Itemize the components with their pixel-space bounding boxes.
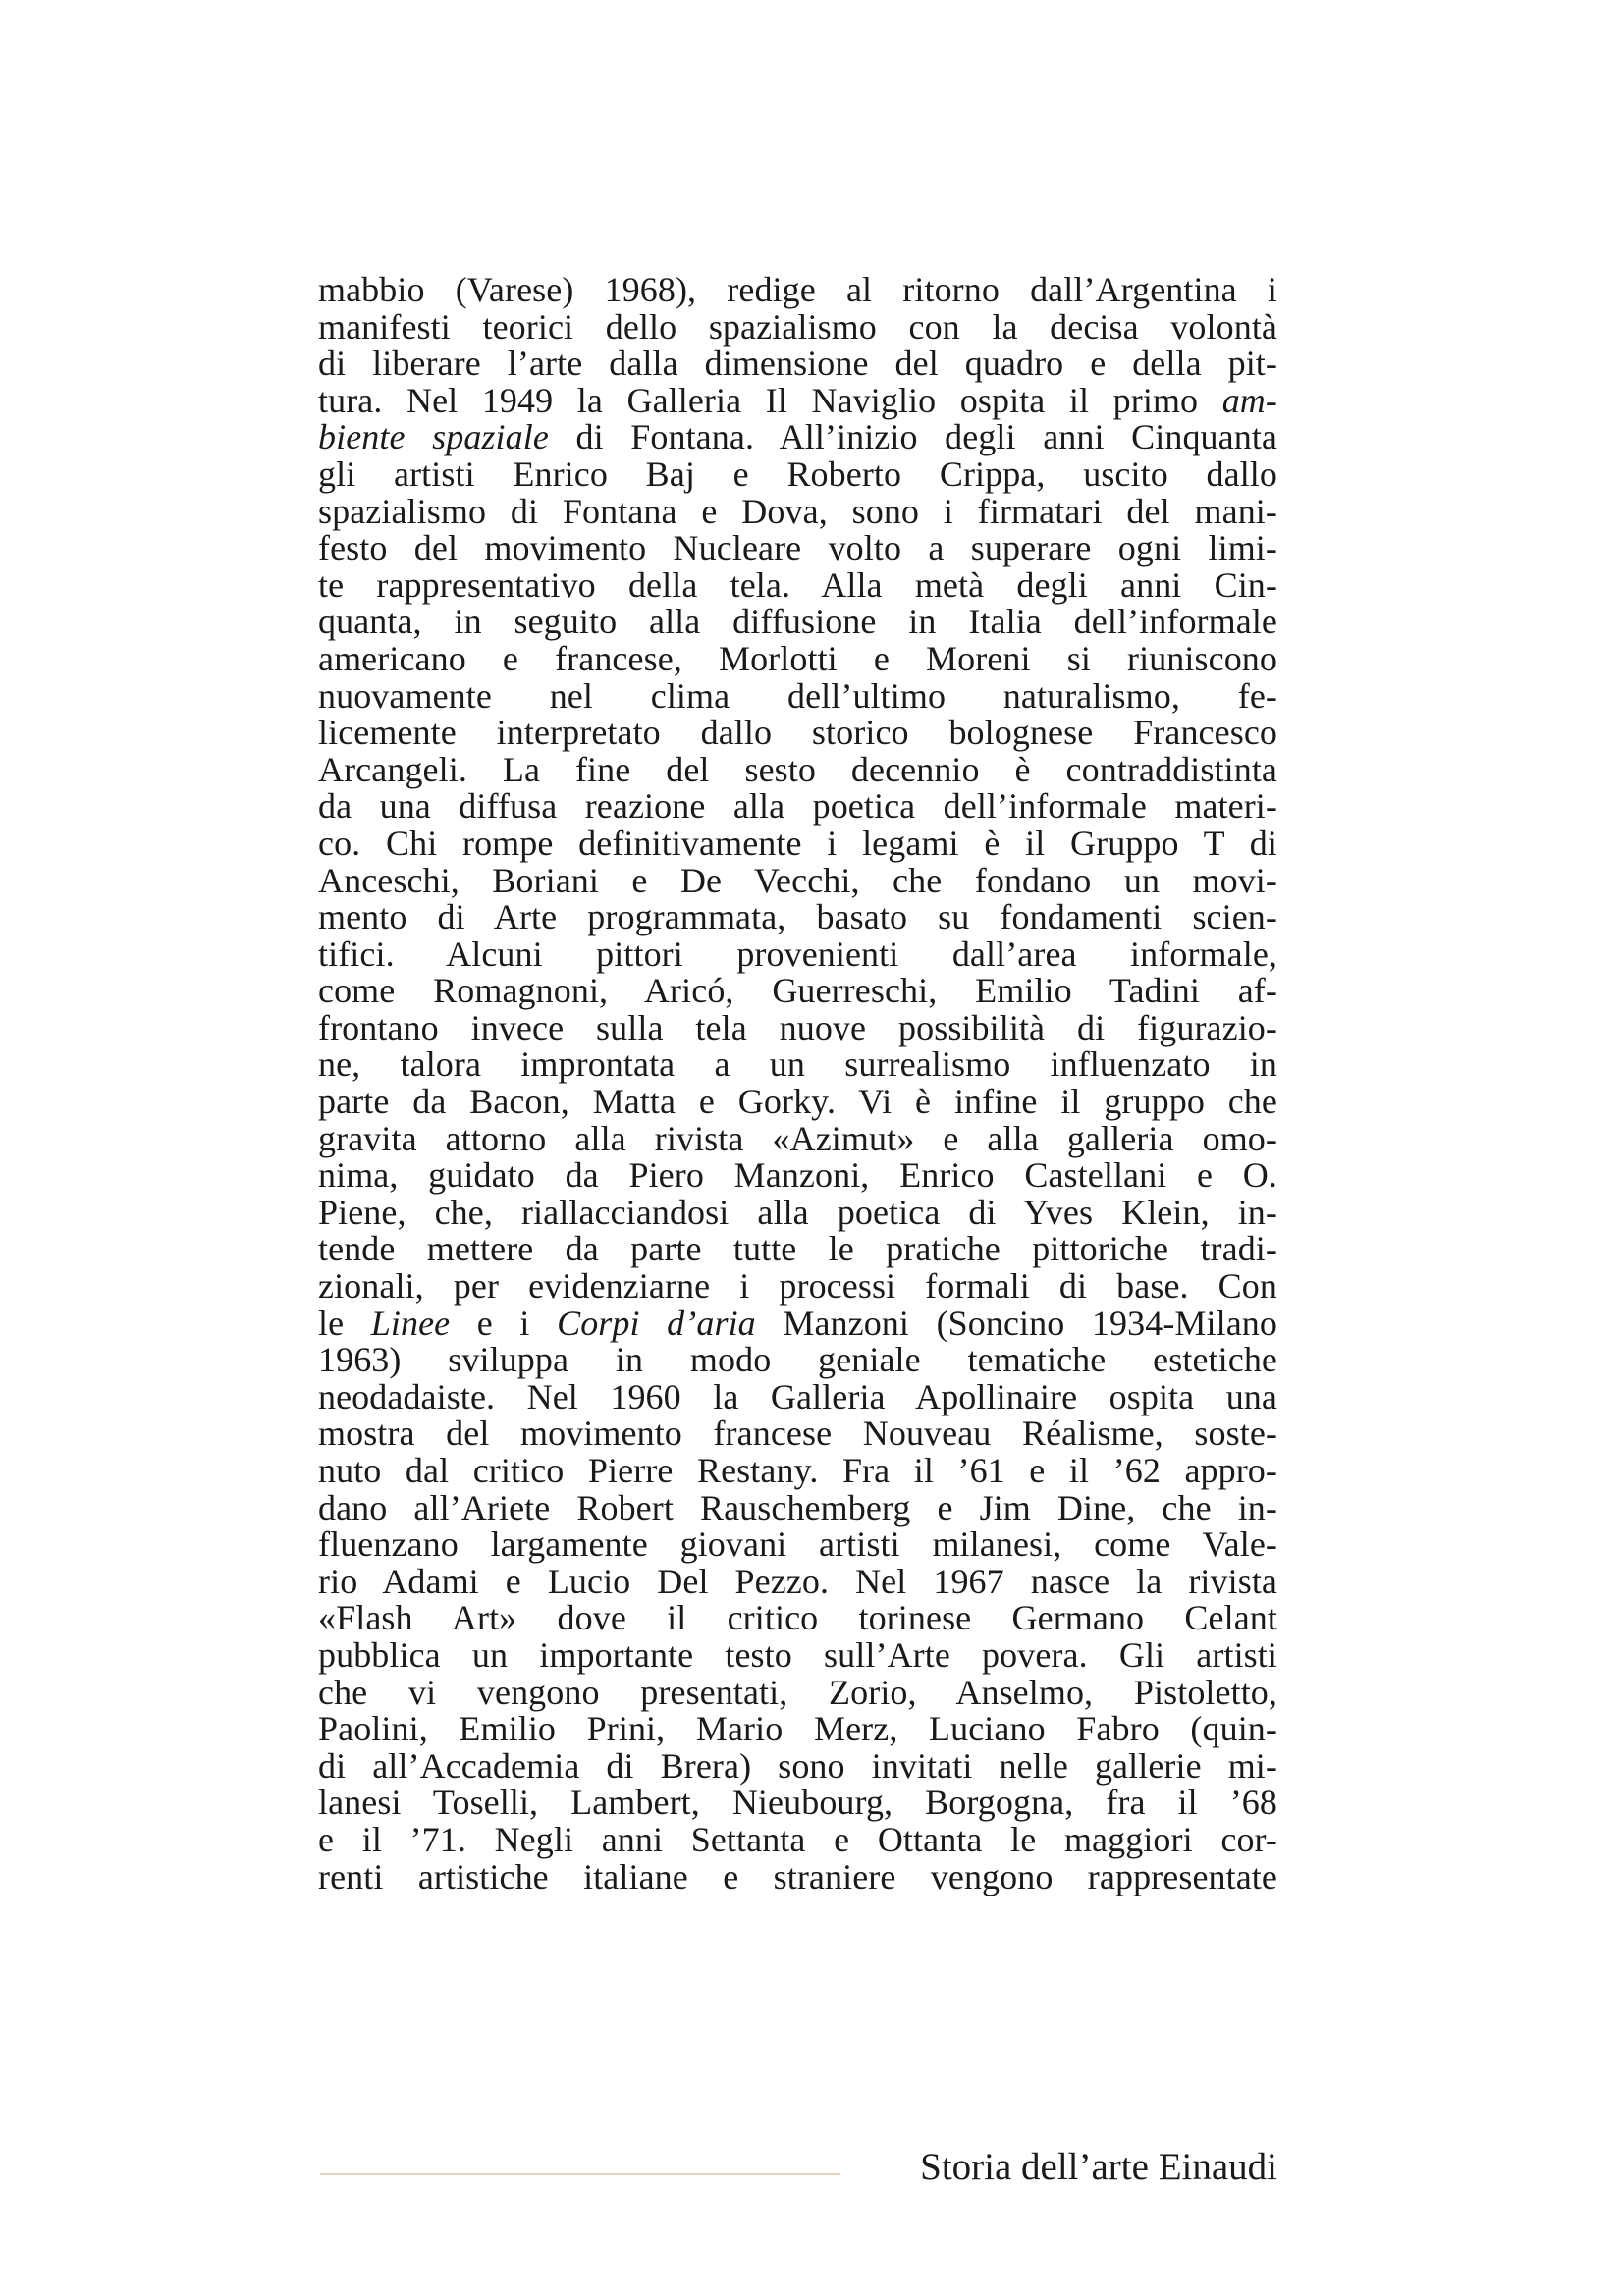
- text-segment: che vi vengono presentati, Zorio, Anselmo, Pistoletto,: [318, 1672, 1277, 1712]
- text-line: [318, 306, 1277, 347]
- text-segment: le: [318, 1303, 371, 1343]
- text-segment: Manzoni (Soncino 1934-Milano: [755, 1303, 1277, 1343]
- text-segment: licemente interpretato dallo storico bolognese Francesco: [318, 713, 1277, 753]
- text-segment: co. Chi rompe definitivamente i legami è il Gruppo T di: [318, 823, 1277, 863]
- text-line: [318, 788, 1277, 826]
- text-segment: americano e francese, Morlotti e Moreni si riuniscono: [318, 638, 1277, 678]
- text-segment: 1963) sviluppa in modo geniale tematiche estetiche: [318, 1340, 1277, 1380]
- text-segment: festo del movimento Nucleare volto a superare ogni limi-: [318, 528, 1277, 568]
- text-line: [318, 1084, 1277, 1121]
- text-line: [318, 1561, 1277, 1601]
- text-segment: di Fontana. All’inizio degli anni Cinquanta: [548, 417, 1278, 457]
- text-line: [318, 638, 1277, 678]
- text-line: [318, 936, 1277, 974]
- text-line: [318, 530, 1277, 567]
- text-segment: e il ’71. Negli anni Settanta e Ottanta le maggiori cor-: [318, 1819, 1277, 1859]
- text-segment: tura. Nel 1949 la Galleria Il Naviglio ospita il primo: [318, 380, 1222, 420]
- text-line: [318, 860, 1277, 900]
- text-segment: da una diffusa reazione alla poetica dell’informale materi-: [318, 786, 1277, 827]
- text-line: [318, 1007, 1277, 1047]
- text-line: [318, 749, 1277, 789]
- text-segment: manifesti teorici dello spazialismo con la decisa volontà: [318, 306, 1277, 347]
- text-segment: mostra del movimento francese Nouveau Réalisme, soste-: [318, 1414, 1277, 1454]
- text-segment: spazialismo di Fontana e Dova, sono i firmatari del mani-: [318, 491, 1277, 531]
- text-segment: gli artisti Enrico Baj e Roberto Crippa, uscito dallo: [318, 454, 1277, 494]
- text-line: [318, 1819, 1277, 1859]
- text-line: [318, 1672, 1277, 1712]
- text-segment: di all’Accademia di Brera) sono invitati nelle gallerie mi-: [318, 1745, 1277, 1786]
- text-line: [318, 1231, 1277, 1268]
- text-segment: Paolini, Emilio Prini, Mario Merz, Luciano Fabro (quin-: [318, 1709, 1277, 1749]
- text-line: [318, 1711, 1277, 1748]
- text-line: [318, 1118, 1277, 1158]
- italic-text: am-: [1221, 380, 1277, 420]
- text-line: [318, 456, 1277, 494]
- text-line: [318, 1376, 1277, 1416]
- text-segment: nima, guidato da Piero Manzoni, Enrico Castellani e O.: [318, 1155, 1277, 1196]
- text-segment: quanta, in seguito alla diffusione in Italia dell’informale: [318, 602, 1277, 642]
- body-text: [318, 272, 1277, 1896]
- text-line: [318, 1745, 1277, 1786]
- text-segment: «Flash Art» dove il critico torinese Germano Celant: [318, 1598, 1277, 1638]
- text-segment: pubblica un importante testo sull’Arte povera. Gli artisti: [318, 1634, 1277, 1675]
- text-line: [318, 1342, 1277, 1379]
- footer-rule: [320, 2173, 840, 2175]
- text-segment: gravita attorno alla rivista «Azimut» e alla galleria omo-: [318, 1118, 1277, 1158]
- text-line: [318, 973, 1277, 1010]
- text-line: [318, 1526, 1277, 1564]
- text-line: [318, 1600, 1277, 1637]
- text-line: [318, 899, 1277, 936]
- text-line: [318, 491, 1277, 531]
- text-line: [318, 675, 1277, 716]
- text-line: [318, 1415, 1277, 1453]
- text-line: [318, 1303, 1277, 1343]
- text-segment: renti artistiche italiane e straniere vengono rappresentate: [318, 1856, 1277, 1896]
- text-line: [318, 419, 1277, 456]
- text-segment: di liberare l’arte dalla dimensione del quadro e della pit-: [318, 344, 1277, 384]
- italic-text: Linee: [370, 1303, 451, 1343]
- text-line: [318, 1487, 1277, 1527]
- text-line: [318, 1856, 1277, 1896]
- italic-text: Corpi d’aria: [557, 1303, 756, 1343]
- text-segment: nuovamente nel clima dell’ultimo naturalismo, fe-: [318, 675, 1277, 716]
- text-segment: Arcangeli. La fine del sesto decennio è contraddistinta: [318, 749, 1277, 789]
- text-line: [318, 823, 1277, 863]
- text-line: [318, 1192, 1277, 1232]
- text-segment: tifici. Alcuni pittori provenienti dall’area informale,: [318, 934, 1277, 974]
- text-segment: lanesi Toselli, Lambert, Nieubourg, Borgogna, fra il ’68: [318, 1783, 1277, 1823]
- text-line: [318, 715, 1277, 752]
- text-segment: nuto dal critico Pierre Restany. Fra il ’61 e il ’62 appro-: [318, 1451, 1277, 1490]
- text-segment: rio Adami e Lucio Del Pezzo. Nel 1967 nasce la rivista: [318, 1561, 1277, 1601]
- text-segment: come Romagnoni, Aricó, Guerreschi, Emilio Tadini af-: [318, 971, 1277, 1011]
- text-line: [318, 1268, 1277, 1306]
- text-line: [318, 1785, 1277, 1822]
- text-line: [318, 1634, 1277, 1675]
- text-segment: frontano invece sulla tela nuove possibilità di figurazio-: [318, 1007, 1277, 1047]
- footer-title: Storia dell’arte Einaudi: [920, 2146, 1277, 2188]
- text-line: [318, 564, 1277, 605]
- text-segment: zionali, per evidenziarne i processi formali di base. Con: [318, 1266, 1277, 1307]
- text-segment: tende mettere da parte tutte le pratiche pittoriche tradi-: [318, 1229, 1277, 1269]
- text-segment: Piene, che, riallacciandosi alla poetica di Yves Klein, in-: [318, 1192, 1277, 1232]
- text-line: [318, 1453, 1277, 1490]
- text-line: [318, 604, 1277, 641]
- text-line: [318, 272, 1277, 309]
- text-line: [318, 380, 1277, 420]
- text-line: [318, 1046, 1277, 1084]
- text-segment: mabbio (Varese) 1968), redige al ritorno dall’Argentina i: [318, 270, 1277, 309]
- text-segment: fluenzano largamente giovani artisti milanesi, come Vale-: [318, 1524, 1277, 1565]
- text-segment: mento di Arte programmata, basato su fondamenti scien-: [318, 897, 1277, 937]
- text-segment: parte da Bacon, Matta e Gorky. Vi è infine il gruppo che: [318, 1082, 1277, 1122]
- text-line: [318, 346, 1277, 383]
- text-segment: dano all’Ariete Robert Rauschemberg e Jim Dine, che in-: [318, 1487, 1277, 1527]
- text-segment: Anceschi, Boriani e De Vecchi, che fondano un movi-: [318, 860, 1277, 900]
- text-segment: te rappresentativo della tela. Alla metà degli anni Cin-: [318, 564, 1277, 605]
- text-segment: e i: [450, 1303, 558, 1343]
- italic-text: biente spaziale: [318, 417, 549, 457]
- text-segment: neodadaiste. Nel 1960 la Galleria Apollinaire ospita una: [318, 1376, 1277, 1416]
- text-segment: ne, talora improntata a un surrealismo influenzato in: [318, 1044, 1277, 1085]
- text-line: [318, 1157, 1277, 1195]
